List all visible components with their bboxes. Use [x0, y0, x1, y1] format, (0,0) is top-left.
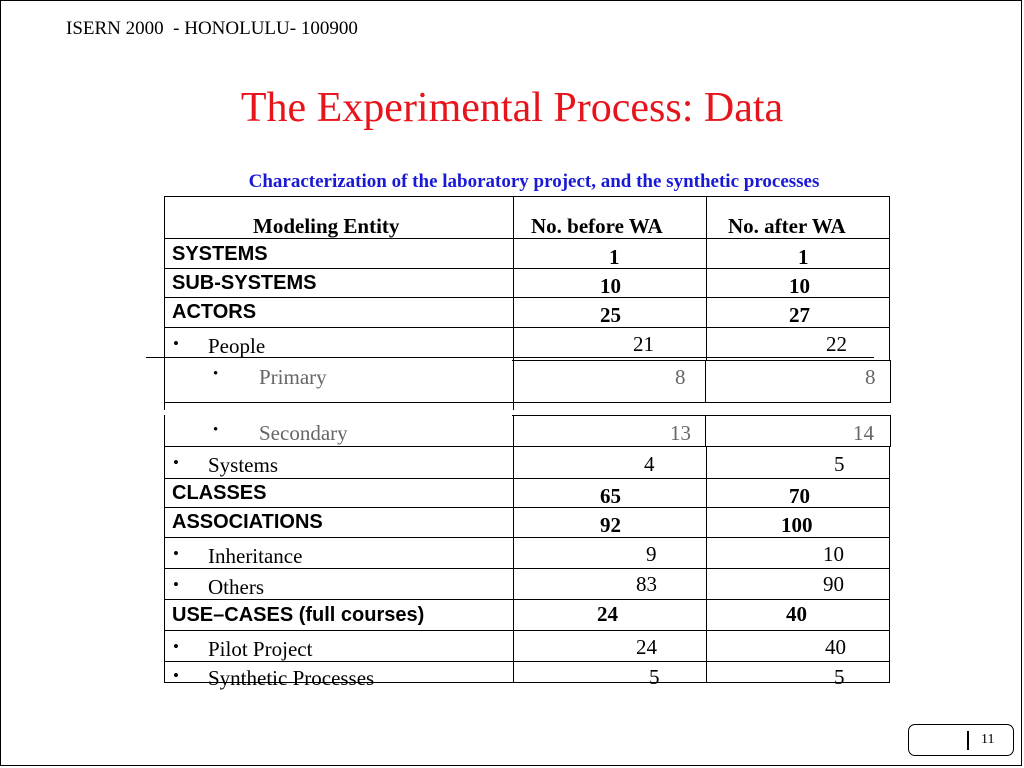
table-row — [164, 446, 890, 478]
row-label: ACTORS — [172, 301, 257, 323]
table-row — [164, 599, 890, 630]
row-before: 92 — [600, 513, 621, 537]
column-header-entity: Modeling Entity — [253, 214, 400, 238]
table-row — [164, 238, 890, 268]
row-label: People — [208, 334, 266, 358]
table-row — [164, 661, 890, 690]
slide-header: ISERN 2000 - HONOLULU- 100900 — [66, 18, 358, 39]
sub-bullet-icon: • — [213, 366, 219, 382]
row-after: 8 — [865, 365, 876, 389]
row-after: 100 — [781, 513, 813, 537]
row-after: 14 — [853, 421, 874, 445]
table-row — [164, 568, 890, 599]
row-before: 25 — [600, 303, 621, 327]
bullet-icon: • — [173, 544, 179, 563]
row-before: 1 — [609, 245, 620, 269]
bullet-icon: • — [173, 334, 179, 353]
table-row — [164, 630, 890, 661]
table-row — [164, 507, 890, 537]
row-after: 27 — [789, 303, 810, 327]
row-before: 13 — [670, 421, 691, 445]
row-before: 24 — [636, 635, 657, 659]
row-before: 8 — [675, 365, 686, 389]
table-row — [164, 268, 890, 297]
row-label: Systems — [208, 453, 279, 477]
row-label: Primary — [259, 365, 327, 389]
table-caption: Characterization of the laboratory project, and the synthetic processes — [248, 171, 820, 192]
column-header-after: No. after WA — [728, 214, 846, 238]
row-before: 83 — [636, 572, 657, 596]
row-label: ASSOCIATIONS — [172, 511, 323, 533]
row-before: 4 — [644, 452, 655, 476]
row-after: 5 — [834, 452, 845, 476]
page-separator — [967, 731, 969, 750]
row-label: SUB-SYSTEMS — [172, 272, 317, 294]
row-label: SYSTEMS — [172, 243, 268, 265]
bullet-icon: • — [173, 666, 179, 685]
row-after: 70 — [789, 484, 810, 508]
table-row — [164, 327, 890, 360]
table-header-row — [164, 196, 890, 238]
row-after: 22 — [826, 332, 847, 356]
row-after: 90 — [823, 572, 844, 596]
table-row — [164, 478, 890, 507]
table-row — [164, 360, 890, 403]
row-label: Pilot Project — [208, 637, 313, 661]
row-before: 10 — [600, 274, 621, 298]
table-row — [164, 537, 890, 568]
row-label: CLASSES — [172, 482, 267, 504]
row-before: 24 — [597, 602, 618, 626]
row-after: 40 — [786, 602, 807, 626]
row-before: 65 — [600, 484, 621, 508]
row-after: 10 — [823, 542, 844, 566]
row-divider — [164, 402, 890, 403]
page-number-box — [908, 724, 1014, 756]
row-after: 5 — [834, 665, 845, 689]
row-label: Inheritance — [208, 544, 303, 568]
bullet-icon: • — [173, 453, 179, 472]
bullet-icon: • — [173, 637, 179, 656]
page-number: 11 — [981, 732, 995, 747]
row-label: Synthetic Processes — [208, 666, 375, 690]
row-label: USE–CASES (full courses) — [172, 604, 425, 626]
table-row — [164, 415, 890, 446]
row-before: 5 — [649, 665, 660, 689]
bullet-icon: • — [173, 575, 179, 594]
row-before: 9 — [646, 542, 657, 566]
row-before: 21 — [633, 332, 654, 356]
column-header-before: No. before WA — [531, 214, 663, 238]
row-after: 10 — [789, 274, 810, 298]
slide-title: The Experimental Process: Data — [240, 85, 784, 131]
sub-bullet-icon: • — [213, 422, 219, 438]
row-label: Others — [208, 575, 264, 599]
row-after: 40 — [825, 635, 846, 659]
row-label: Secondary — [259, 421, 348, 445]
horizontal-rule — [146, 357, 874, 358]
table-row — [164, 297, 890, 327]
row-after: 1 — [798, 245, 809, 269]
